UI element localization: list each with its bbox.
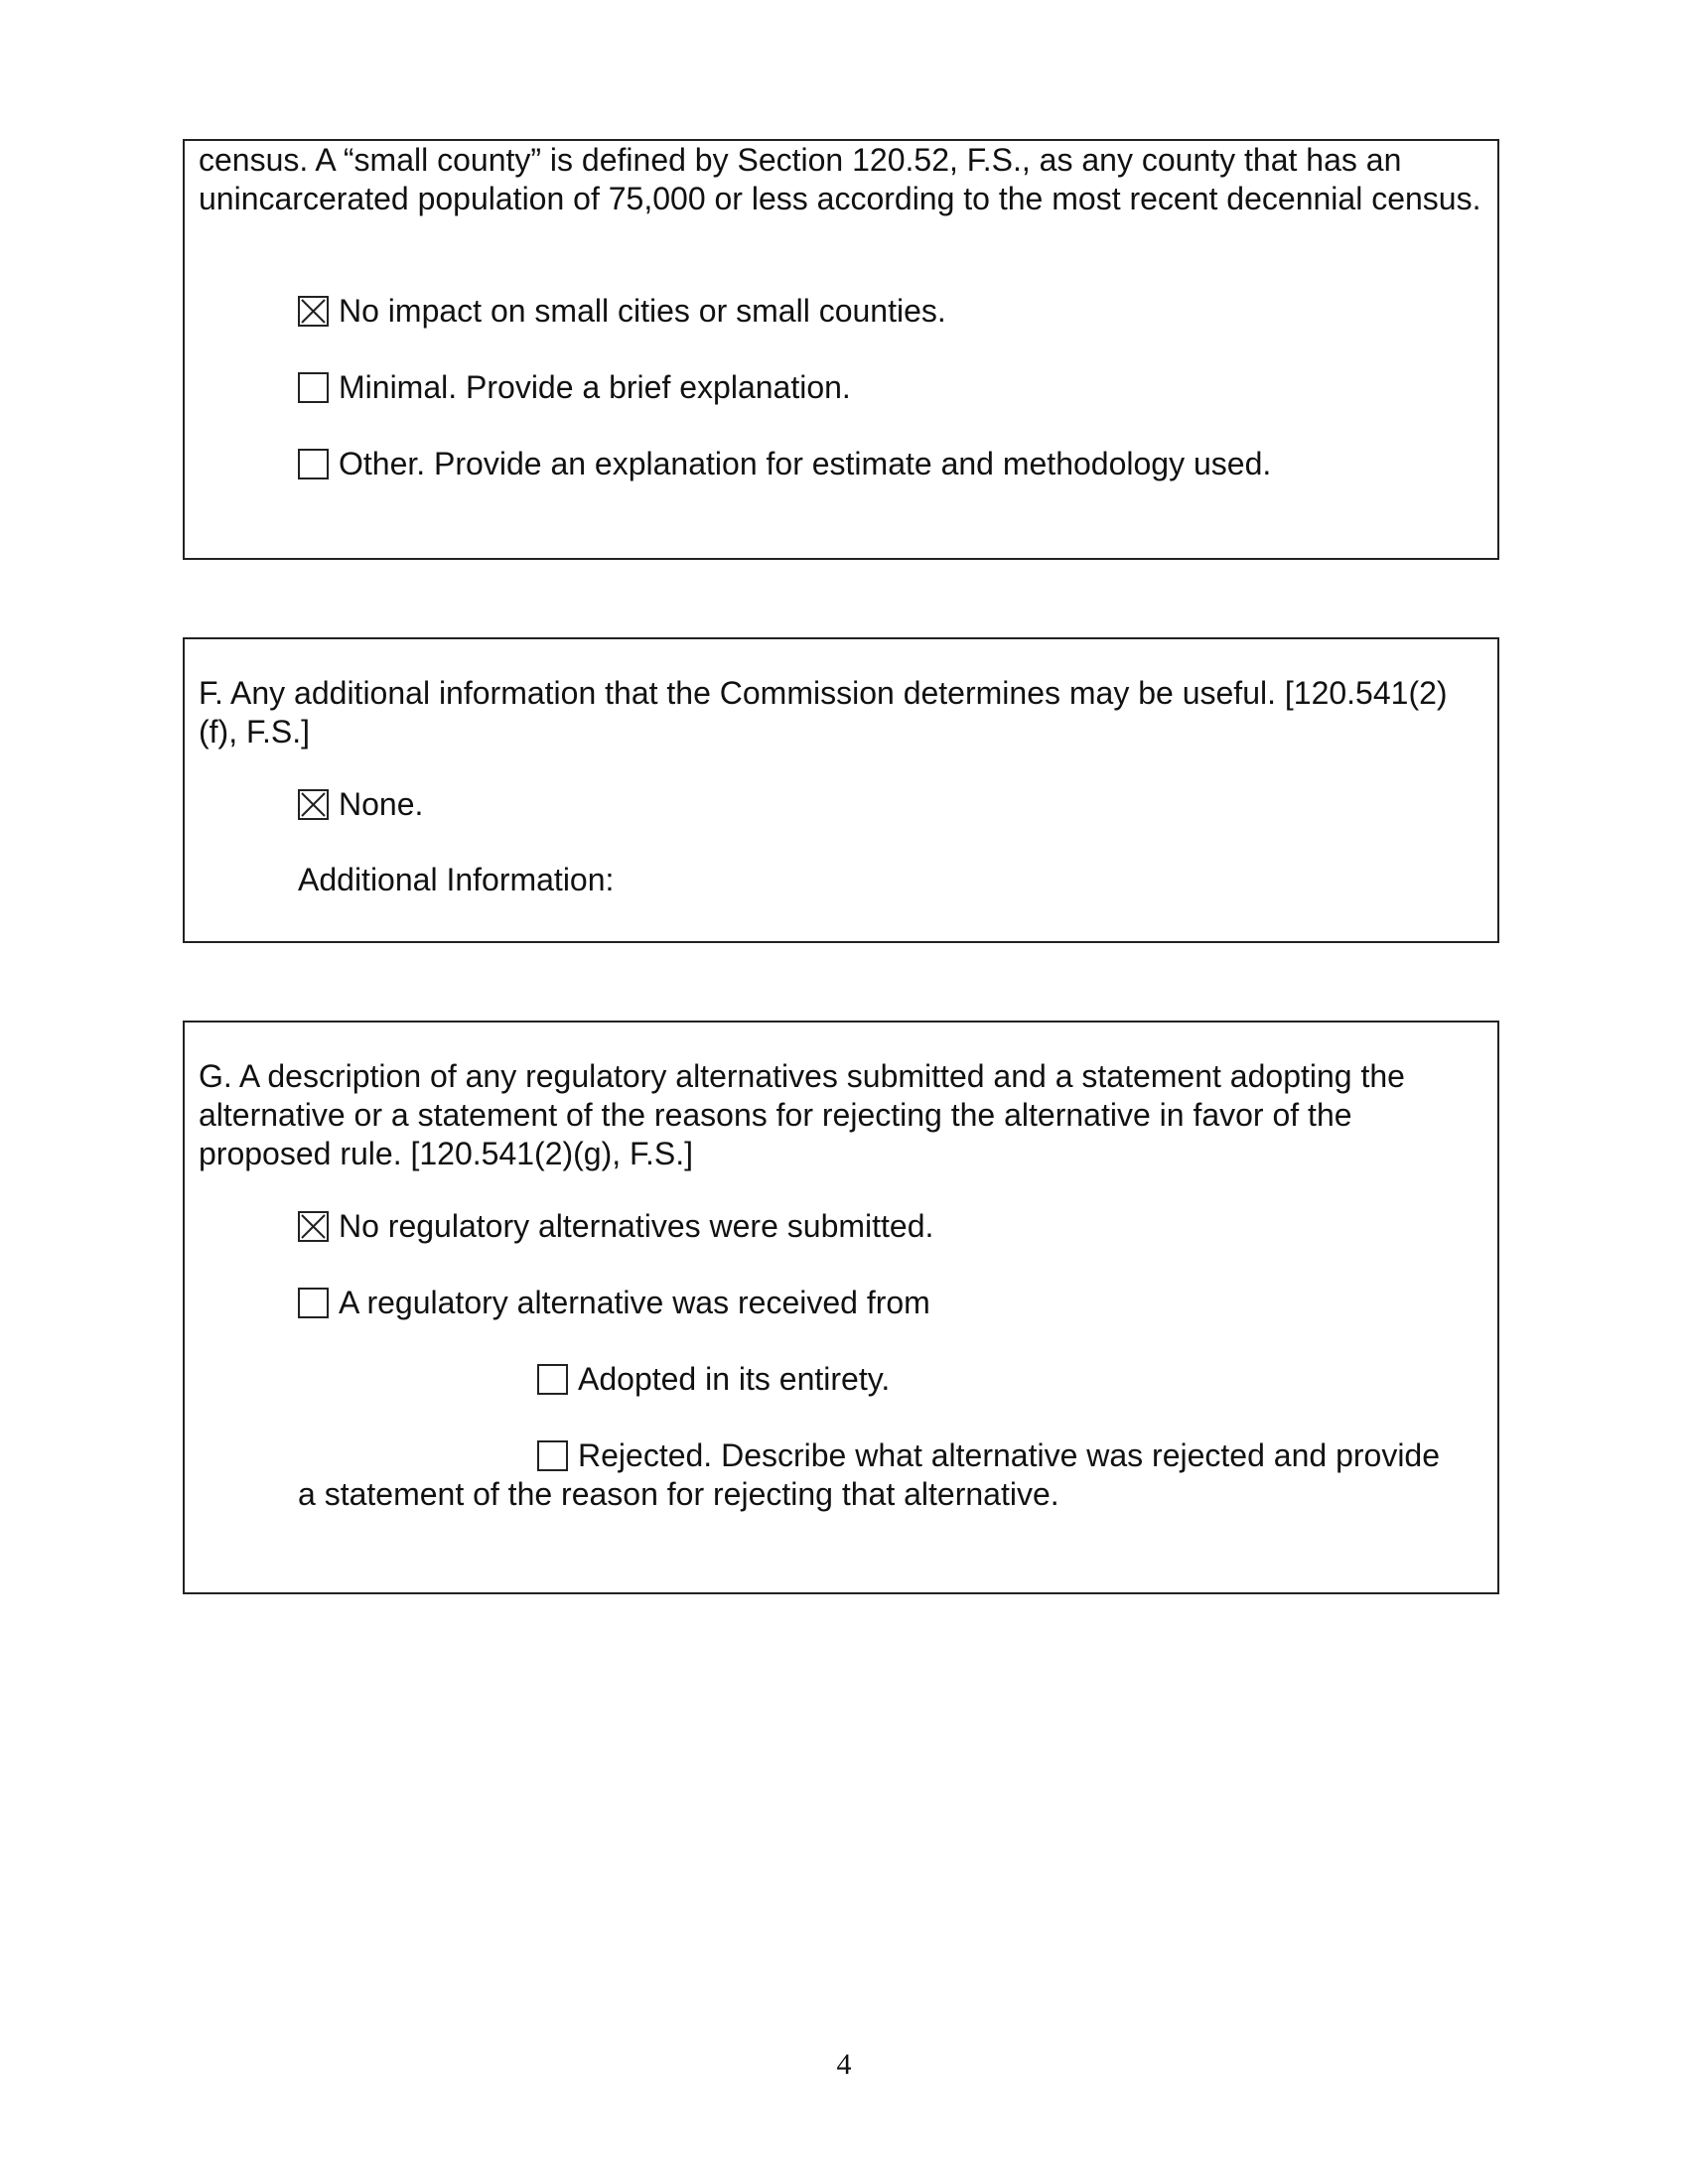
option-minimal[interactable]: [298, 368, 851, 407]
option-label: None.: [339, 786, 424, 822]
option-label: Minimal. Provide a brief explanation.: [339, 369, 851, 405]
section-f-box: [183, 637, 1499, 943]
option-label: Adopted in its entirety.: [578, 1361, 891, 1397]
section-g-text: G. A description of any regulatory alternatives submitted and a statement adopting the alternative or a statement of the reasons for rejecting the alternative in favor of the proposed rule. [120.541(2)(g), F.S.]: [199, 1058, 1405, 1171]
option-label: Rejected. Describe what alternative was rejected and provide: [578, 1437, 1441, 1473]
additional-information-label: Additional Information:: [298, 862, 615, 897]
option-label: Other. Provide an explanation for estimate and methodology used.: [339, 446, 1272, 481]
section-g-box: [183, 1021, 1499, 1594]
option-alternative-received[interactable]: [298, 1284, 930, 1322]
option-label: No regulatory alternatives were submitted.: [339, 1208, 934, 1244]
section-e-box: [183, 139, 1499, 560]
checkbox-unchecked[interactable]: [537, 1440, 568, 1471]
section-f-text: F. Any additional information that the Commission determines may be useful. [120.541(2)(f), F.S.]: [199, 675, 1448, 750]
option-adopted[interactable]: [537, 1360, 890, 1399]
rejected-continuation-text: a statement of the reason for rejecting that alternative.: [298, 1476, 1059, 1512]
checkbox-checked[interactable]: [298, 1211, 329, 1242]
option-rejected[interactable]: [537, 1436, 1440, 1475]
checkbox-unchecked[interactable]: [298, 449, 329, 479]
checkbox-unchecked[interactable]: [537, 1364, 568, 1395]
option-label: A regulatory alternative was received from: [339, 1285, 930, 1320]
checkbox-unchecked[interactable]: [298, 1288, 329, 1318]
option-other[interactable]: [298, 445, 1271, 483]
option-no-alternatives[interactable]: [298, 1207, 933, 1246]
option-none[interactable]: [298, 785, 423, 824]
checkbox-checked[interactable]: [298, 789, 329, 820]
option-no-impact[interactable]: [298, 292, 946, 331]
checkbox-unchecked[interactable]: [298, 372, 329, 403]
page-number: 4: [836, 2048, 852, 2081]
section-e-text: census. A “small county” is defined by Section 120.52, F.S., as any county that has an unincarcerated population of 75,000 or less according to the most recent decennial census.: [199, 142, 1481, 216]
checkbox-checked[interactable]: [298, 296, 329, 327]
option-label: No impact on small cities or small counties.: [339, 293, 946, 329]
